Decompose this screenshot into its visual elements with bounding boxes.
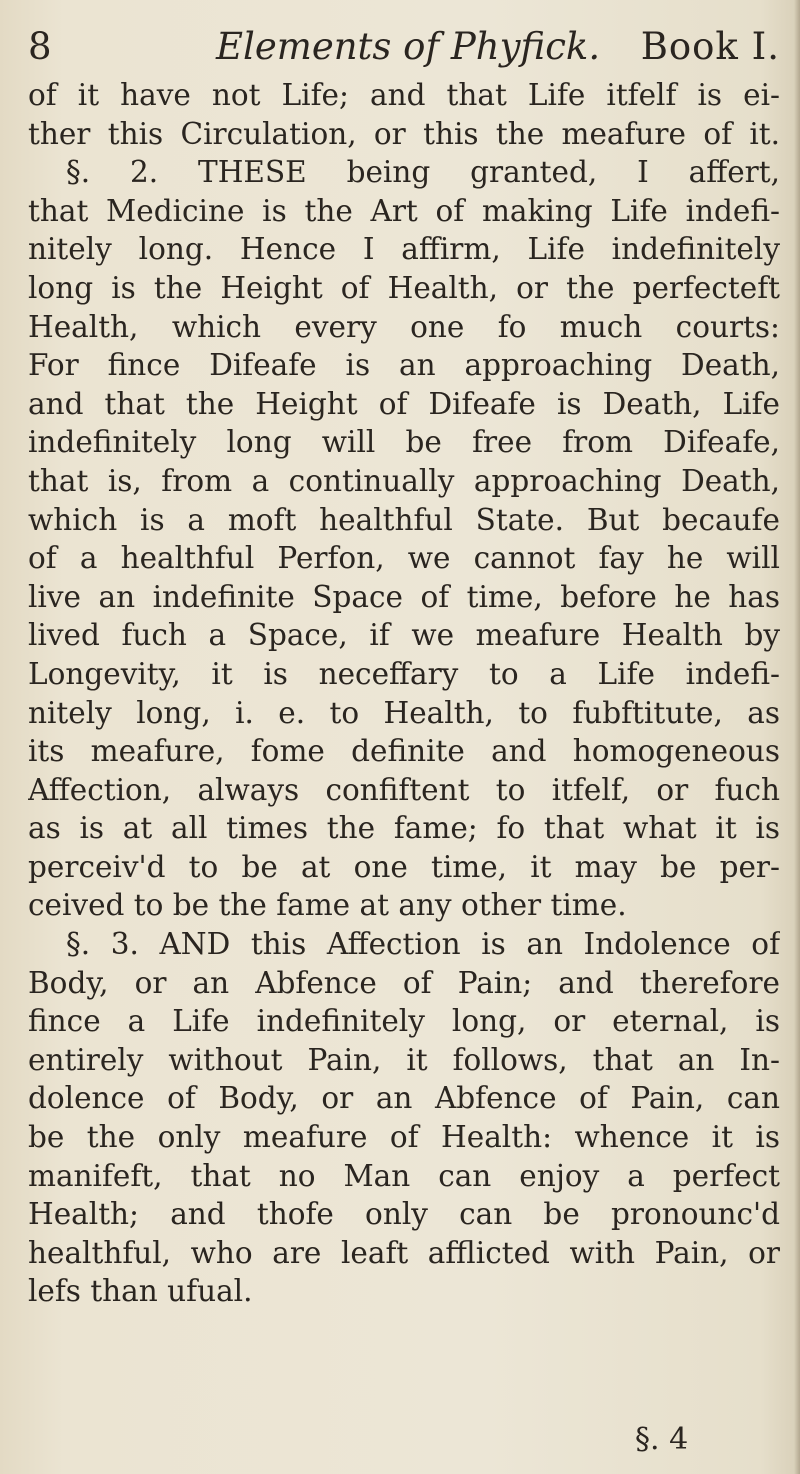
page-header: [28, 18, 780, 76]
text-line: Affection, always confiftent to itfelf, or fuch: [28, 772, 780, 807]
text-line: that Medicine is the Art of making Life indefi-: [28, 193, 780, 228]
text-line: indefinitely long will be free from Difeafe,: [28, 425, 780, 460]
catchword: §. 4: [635, 1422, 689, 1457]
text-line: nitely long, i. e. to Health, to fubftitute, as: [28, 695, 780, 730]
text-line: §. 2. THESE being granted, I affert,: [66, 155, 780, 190]
text-line: live an indefinite Space of time, before he has: [28, 579, 780, 614]
text-line: lived fuch a Space, if we meafure Health by: [28, 618, 780, 653]
text-line: dolence of Body, or an Abfence of Pain, can: [28, 1081, 780, 1116]
running-title: Elements of Phyfick.: [216, 25, 601, 68]
text-line: lefs than ufual.: [28, 1274, 253, 1309]
text-line: entirely without Pain, it follows, that an In-: [28, 1042, 780, 1077]
text-line: be the only meafure of Health: whence it is: [28, 1120, 780, 1155]
text-line: Health; and thofe only can be pronounc'd: [28, 1197, 780, 1232]
body-text: [28, 76, 780, 1311]
text-line: long is the Height of Health, or the perfecteft: [28, 270, 780, 305]
text-line: healthful, who are leaft afflicted with Pain, or: [28, 1235, 780, 1270]
page-number: 8: [28, 25, 52, 68]
text-line: and that the Height of Difeafe is Death, Life: [28, 386, 780, 421]
text-line: fince a Life indefinitely long, or eternal, is: [28, 1004, 780, 1039]
text-line: ceived to be the fame at any other time.: [28, 888, 627, 923]
page-edge-shadow: [794, 0, 800, 1474]
text-line: Health, which every one fo much courts:: [28, 309, 780, 344]
text-line: perceiv'd to be at one time, it may be per-: [28, 849, 780, 884]
text-line: ther this Circulation, or this the meafure of it.: [28, 116, 780, 151]
text-line: §. 3. AND this Affection is an Indolence of: [66, 927, 780, 962]
text-line: as is at all times the fame; fo that what it is: [28, 811, 780, 846]
text-line: manifeft, that no Man can enjoy a perfect: [28, 1158, 780, 1193]
book-number: Book I.: [640, 25, 780, 68]
text-line: that is, from a continually approaching Death,: [28, 463, 780, 498]
text-line: of it have not Life; and that Life itfelf is ei-: [28, 78, 780, 112]
text-line: Longevity, it is neceffary to a Life indefi-: [28, 656, 780, 691]
text-line: its meafure, fome definite and homogeneous: [28, 734, 780, 769]
text-line: For fince Difeafe is an approaching Death,: [28, 348, 780, 383]
text-line: of a healthful Perfon, we cannot fay he will: [28, 541, 780, 576]
text-line: Body, or an Abfence of Pain; and therefore: [28, 965, 780, 1000]
text-line: which is a moft healthful State. But becaufe: [28, 502, 780, 537]
text-line: nitely long. Hence I affirm, Life indefinitely: [28, 232, 780, 267]
